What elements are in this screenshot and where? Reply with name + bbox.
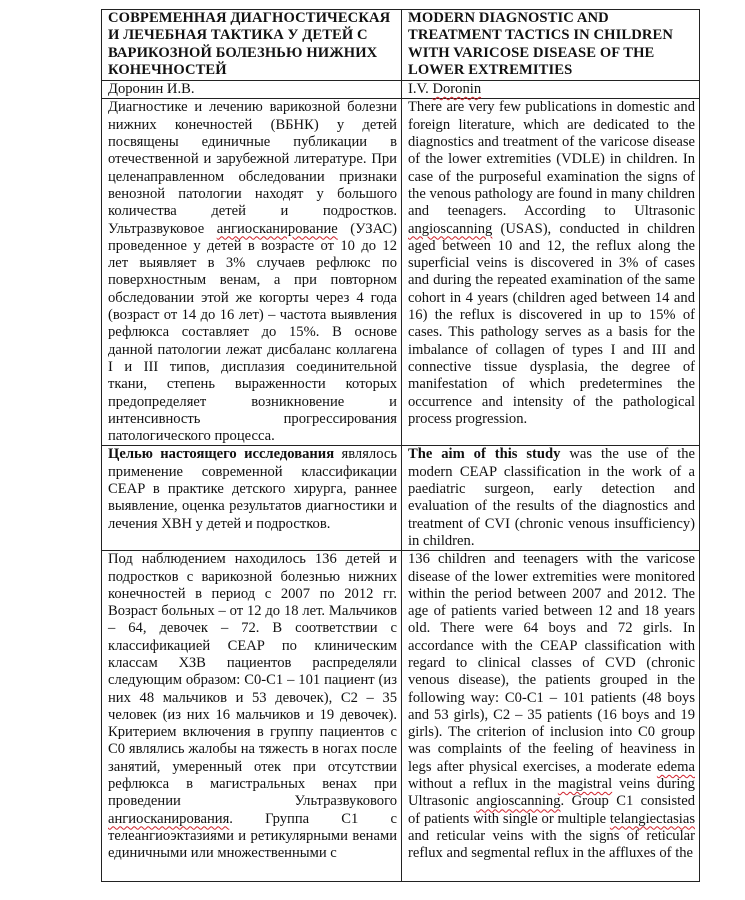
intro-en-text-c: (USAS), conducted in children aged between 10 and 12, the reflux along the superficial veins is discovered in 3% of cases and during the repeated examination of the same cohort in 4 years (children aged between 14 and 16) the reflux is discovered in up to 15% of cases. This pathology serves as a basis for the imbalance of collagen of types I and III and connective tissue dysplasia, the degree of manifestation of which predetermines the occurrence and intensity of the pathological process progression.	[408, 220, 695, 427]
methods-en-text-a: 136 children and teenagers with the varicose disease of the lower extremities were monitored within the period between 2007 and 2012. The age of patients varied between 12 and 18 years old. There were 64 boys and 72 girls. In accordance with the CEAP classification with regard to clinical classes of CVD (chronic venous disease), the patients grouped in the following way: C0-C1 – 101 patients (48 boys and 53 girls), C2 – 35 patients (16 boys and 19 girls). The criterion of inclusion into C0 group was complaints of the feeling of heaviness in legs after physical exercises, a moderate	[408, 551, 695, 775]
title-en: MODERN DIAGNOSTIC AND TREATMENT TACTICS IN CHILDREN WITH VARICOSE DISEASE OF THE LOWER EXTREMITIES	[402, 10, 700, 81]
methods-ru-term: ангиосканирования	[108, 810, 230, 827]
title-ru: СОВРЕМЕННАЯ ДИАГНОСТИЧЕСКАЯ И ЛЕЧЕБНАЯ ТАКТИКА У ДЕТЕЙ С ВАРИКОЗНОЙ БОЛЕЗНЬЮ НИЖНИХ КОНЕЧНОСТЕЙ	[102, 10, 402, 81]
author-row	[102, 81, 700, 99]
intro-en	[402, 99, 700, 446]
aim-ru-text: являлось применение современной классификации CEAP в практике детского хирурга, раннее выявление, оценка результатов диагностики и лечения ХВН у детей и подростков.	[108, 446, 397, 532]
aim-en-heading: The aim of this study	[408, 446, 561, 463]
intro-ru	[102, 99, 402, 446]
methods-en-term-magistral: magistral	[557, 776, 613, 793]
intro-en-term: angioscanning	[408, 220, 493, 237]
author-en	[402, 81, 700, 99]
intro-ru-text-c: (УЗАС) проведенное у детей в возрасте от 10 до 12 лет выявляет в 3% случаев рефлюкс по поверхностным венам, а при повторном обследовании этой же когорты через 4 года (возраст от 14 до 16 лет) – частота выявления рефлюкса составляет до 15%. В основе данной патологии лежат дисбаланс коллагена I и III типов, дисплазия соединительной ткани, степень выраженности которых предопределяет возникновение и интенсивность прогрессирования патологического процесса.	[108, 220, 397, 445]
methods-ru-text-a: Под наблюдением находилось 136 детей и подростков с варикозной болезнью нижних конечностей в период с 2007 по 2012 гг. Возраст больных – от 12 до 18 лет. Мальчиков – 64, девочек – 72. В соответствии с классификацией CEAP по клиническим классам ХЗВ пациентов распределяли следующим образом: С0-С1 – 101 пациент (из них 48 мальчиков и 53 девочек), С2 – 35 человек (из них 16 мальчиков и 19 девочек). Критерием включения в группу пациентов с С0 являлись жалобы на тяжесть в ногах после занятий, умеренный отек при отсутствии рефлюкса в магистральных венах при проведении Ультразвукового	[108, 551, 397, 810]
methods-en-text-e: veins during Ultrasonic	[408, 776, 695, 810]
intro-row	[102, 99, 700, 446]
methods-ru	[102, 551, 402, 882]
aim-ru-heading: Целью настоящего исследования	[108, 446, 335, 463]
title-row	[102, 10, 700, 81]
aim-row	[102, 446, 700, 551]
intro-ru-term: ангиосканирование	[216, 220, 338, 237]
methods-row	[102, 551, 700, 882]
methods-en-term-edema: edema	[656, 758, 695, 775]
methods-en-text-i: and reticular veins with the signs of reticular reflux and segmental reflux in the affluxes of the	[408, 827, 695, 862]
author-ru: Доронин И.В.	[102, 81, 402, 99]
bilingual-abstract-table	[101, 9, 700, 882]
methods-en-term-telangiectasias: telangiectasias	[609, 810, 695, 827]
intro-ru-text-a: Диагностике и лечению варикозной болезни нижних конечностей (ВБНК) у детей посвящены единичные публикации в отечественной и зарубежной литературе. При целенаправленном обследовании признаки венозной патологии находят у большого количества детей и подростков. Ультразвуковое	[108, 99, 397, 237]
aim-en	[402, 446, 700, 551]
author-en-surname: Doronin	[432, 81, 482, 98]
methods-en	[402, 551, 700, 882]
author-en-initials: I.V.	[408, 81, 433, 98]
methods-en-text-g: . Group C1 consisted of patients with single or multiple	[408, 793, 695, 827]
methods-en-term-angioscanning: angioscanning	[476, 793, 561, 810]
methods-en-text-c: without a reflux in the	[408, 776, 558, 793]
aim-ru	[102, 446, 402, 551]
methods-ru-text-c: . Группа С1 с телеангиоэктазиями и ретикулярными венами единичными или множественными с	[108, 810, 397, 862]
aim-en-text: was the use of the modern CEAP classification in the work of a paediatric surgeon, early detection and evaluation of the results of the diagnostics and treatment of CVI (chronic venous insufficiency) in children.	[408, 446, 695, 549]
intro-en-text-a: There are very few publications in domestic and foreign literature, which are dedicated to the diagnostics and treatment of the varicose disease of the lower extremities (VDLE) in children. In case of the purposeful examination the signs of the venous pathology are found in many children and teenagers. According to Ultrasonic	[408, 99, 695, 220]
